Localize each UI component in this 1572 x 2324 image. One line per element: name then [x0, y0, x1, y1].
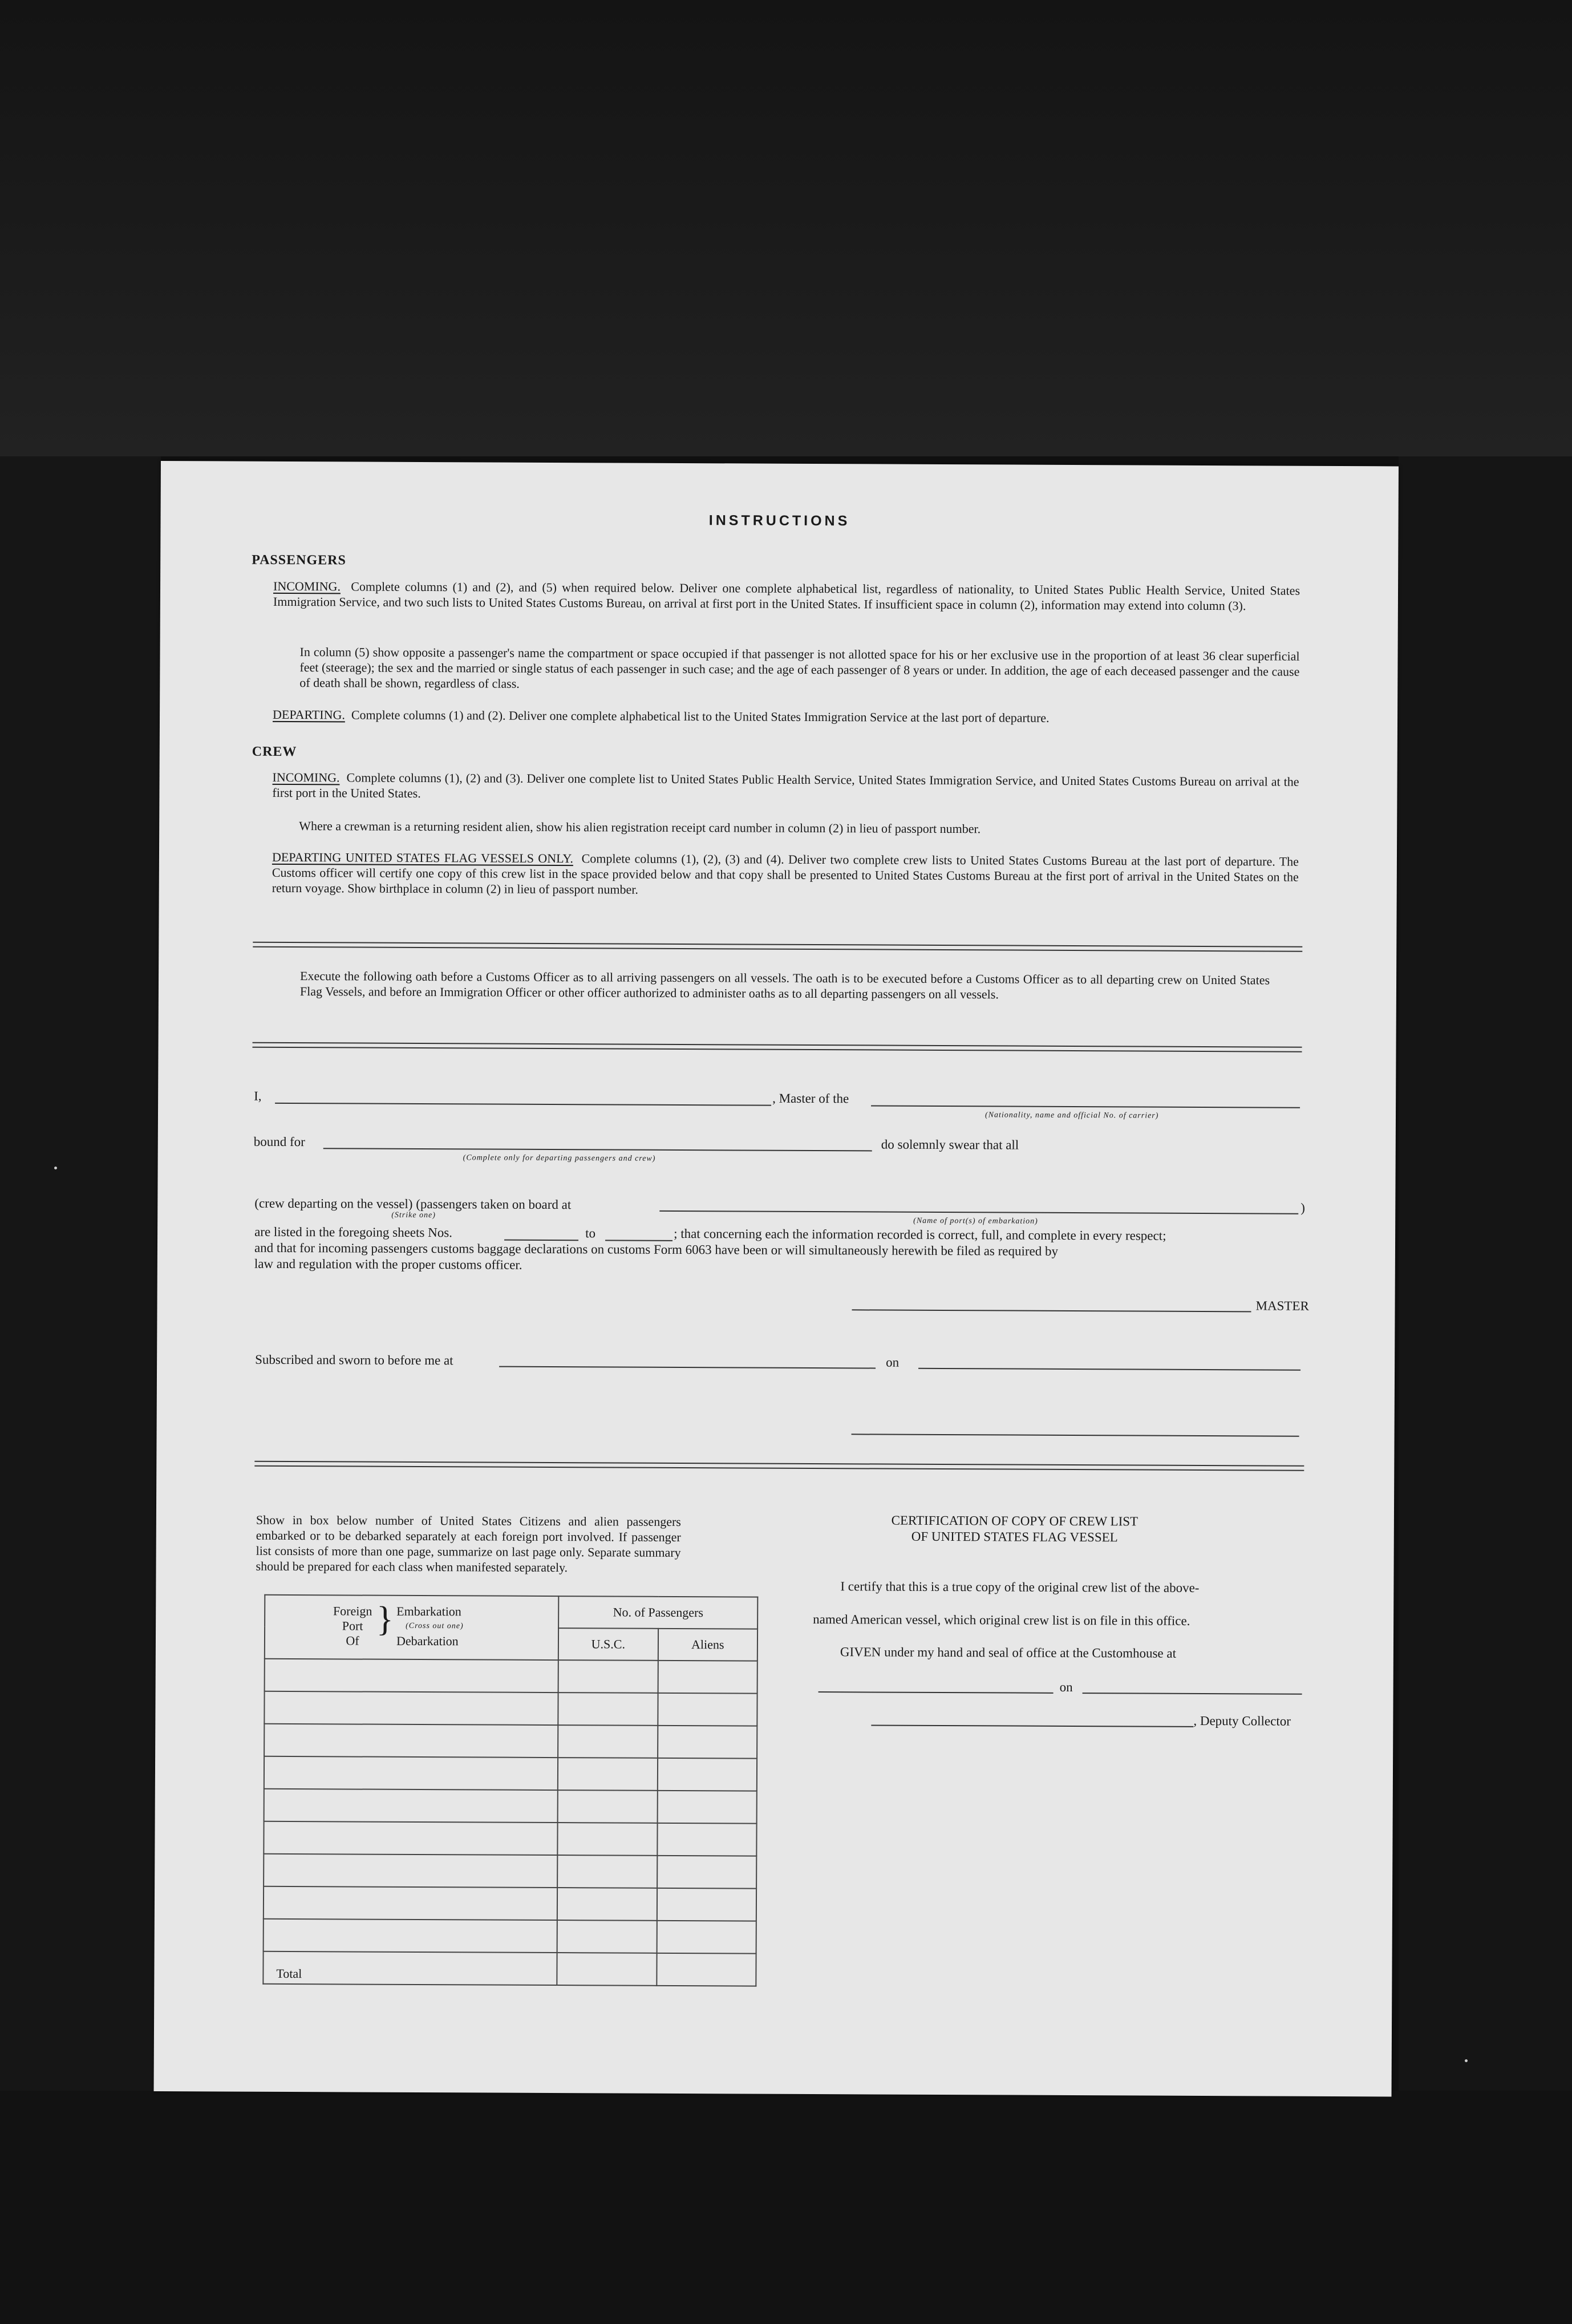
aliens-header: Aliens: [658, 1629, 757, 1661]
double-rule: [254, 1461, 1304, 1471]
table-row[interactable]: [264, 1919, 557, 1953]
crew-departing-text: Complete columns (1), (2), (3) and (4). Deliver two complete crew lists to United States Customs Bureau at the last port of departure. The Customs officer will certify one copy of this crew list in the space provided below and that copy shall be presented to United States Customs Bureau at the first port of arrival in the United States on the return voyage. Show birthplace in column (2) in lieu of passport number.: [272, 851, 1299, 897]
dust-speck: [54, 1167, 57, 1169]
officer-signature-field[interactable]: [852, 1434, 1299, 1436]
certification-title: [829, 1512, 1200, 1546]
table-row[interactable]: [264, 1789, 558, 1823]
cert-given: GIVEN under my hand and seal of office at the Customhouse at: [840, 1645, 1177, 1661]
nationality-caption: (Nationality, name and official No. of carrier): [984, 1111, 1159, 1120]
bound-for-field[interactable]: [323, 1148, 872, 1151]
oath-listed-c: and that for incoming passengers customs baggage declarations on customs Form 6063 have been or will simultaneously herewith be filed as required by: [254, 1240, 1059, 1258]
deputy-signature-field[interactable]: [871, 1724, 1193, 1727]
dust-speck: [1465, 2059, 1468, 2062]
passengers-heading: PASSENGERS: [252, 552, 346, 568]
oath-listed-a: are listed in the foregoing sheets Nos.: [254, 1224, 453, 1240]
summary-paragraph: Show in box below number of United States Citizens and alien passengers embarked or to be debarked separately at each foreign port involved. If passenger list consists of more than one page, summarize on last page only. Separate summary should be prepared for each class when manifested separately.: [256, 1512, 681, 1575]
passengers-departing-text: Complete columns (1) and (2). Deliver one complete alphabetical list to the United States Immigration Service at the last port of departure.: [351, 707, 1050, 725]
subscribed-place-field[interactable]: [499, 1366, 876, 1369]
passengers-incoming-text: Complete columns (1) and (2), and (5) when required below. Deliver one complete alphabetical list, regardless of nationality, to United States Public Health Service, United States Immigration Service, and two such lists to United States Customs Bureau, on arrival at first port in the United States. If insufficient space in column (2), information may extend into column (3).: [273, 579, 1300, 613]
oath-bound-for: bound for: [253, 1134, 305, 1149]
table-row[interactable]: [264, 1854, 557, 1888]
total-aliens-cell[interactable]: [657, 1953, 756, 1986]
table-row[interactable]: [264, 1821, 557, 1855]
sheet-to-field[interactable]: [605, 1240, 672, 1241]
oath-i-label: I,: [254, 1088, 262, 1103]
subscribed-on-label: on: [886, 1355, 900, 1370]
passenger-summary-table: [262, 1594, 758, 1987]
subscribed-date-field[interactable]: [918, 1368, 1300, 1371]
scan-background-right: [1399, 456, 1572, 2111]
oath-master-of-the: , Master of the: [772, 1091, 849, 1106]
sheet-from-field[interactable]: [504, 1240, 578, 1241]
cert-date-field[interactable]: [1083, 1693, 1302, 1695]
table-row[interactable]: [265, 1659, 558, 1693]
bound-caption: (Complete only for departing passengers and crew): [463, 1153, 656, 1163]
table-row[interactable]: [264, 1756, 558, 1790]
passengers-departing-paragraph: [273, 707, 1299, 727]
crew-resident-paragraph: Where a crewman is a returning resident alien, show his alien registration receipt card number in column (2) in lieu of passport number.: [299, 819, 981, 836]
instructions-title: INSTRUCTIONS: [708, 512, 850, 529]
table-row[interactable]: [264, 1724, 558, 1758]
customhouse-field[interactable]: [819, 1691, 1054, 1694]
usc-header: U.S.C.: [558, 1628, 658, 1661]
cert-line1: I certify that this is a true copy of the original crew list of the above-: [840, 1579, 1200, 1595]
port-header-cell: [265, 1595, 559, 1660]
crew-incoming-paragraph: [272, 770, 1299, 805]
crew-departing-paragraph: [272, 849, 1299, 900]
port-embarkation-field[interactable]: [659, 1210, 1298, 1214]
subscribed-label: Subscribed and sworn to before me at: [255, 1352, 453, 1368]
crew-departing-label: DEPARTING UNITED STATES FLAG VESSELS ONLY.: [272, 849, 573, 866]
double-rule: [253, 942, 1302, 952]
document-page: [154, 461, 1399, 2096]
brace-icon: }: [376, 1600, 394, 1639]
crew-incoming-label: INCOMING.: [272, 770, 340, 785]
oath-listed-b: ; that concerning each the information recorded is correct, full, and complete in every respect;: [674, 1226, 1166, 1243]
table-row[interactable]: [264, 1691, 558, 1725]
crew-heading: CREW: [252, 744, 297, 760]
passengers-column5-paragraph: In column (5) show opposite a passenger's name the compartment or space occupied if that passenger is not allotted space for his or her exclusive use in the proportion of at least 36 clear superficial feet (steerage); the sex and the married or single status of each passenger in such case; and the age of each passenger of 8 years or under. In addition, the age of each deceased passenger and the cause of death shall be shown, regardless of class.: [299, 645, 1300, 691]
scan-background-left: [0, 456, 161, 2111]
port-caption: (Name of port(s) of embarkation): [913, 1216, 1038, 1226]
col-port: Port: [342, 1618, 363, 1633]
col-debarkation: Debarkation: [396, 1633, 459, 1649]
col-foreign: Foreign: [333, 1604, 372, 1618]
cert-title-line1: CERTIFICATION OF COPY OF CREW LIST: [891, 1513, 1139, 1529]
table-row[interactable]: [264, 1886, 557, 1920]
total-usc-cell[interactable]: [557, 1953, 657, 1986]
cert-title-line2: OF UNITED STATES FLAG VESSEL: [911, 1529, 1118, 1545]
oath-listed-d: law and regulation with the proper customs officer.: [254, 1256, 522, 1272]
passengers-incoming-label: INCOMING.: [273, 578, 341, 594]
crew-incoming-text: Complete columns (1), (2) and (3). Deliver one complete list to United States Public Health Service, United States Immigration Service, and United States Customs Bureau on arrival at the first port in the United States.: [272, 770, 1299, 800]
scan-background-top: [0, 0, 1572, 456]
oath-intro-paragraph: Execute the following oath before a Customs Officer as to all arriving passengers on all vessels. The oath is to be executed before a Customs Officer as to all departing crew on United States Flag Vessels, and before an Immigration Officer or other officer authorized to administer oaths as to all departing passengers on all vessels.: [299, 969, 1270, 1002]
master-name-field[interactable]: [275, 1103, 771, 1106]
oath-crew-passengers: (crew departing on the vessel) (passengers taken on board at: [254, 1196, 572, 1212]
passengers-incoming-paragraph: [273, 578, 1300, 614]
strike-one-caption: (Strike one): [391, 1210, 436, 1220]
master-signature-field[interactable]: [852, 1309, 1251, 1312]
oath-swear: do solemnly swear that all: [881, 1137, 1019, 1152]
oath-listed-to: to: [585, 1226, 596, 1241]
master-label: MASTER: [1255, 1298, 1309, 1313]
double-rule: [253, 1042, 1302, 1052]
no-passengers-header: No. of Passengers: [558, 1596, 757, 1629]
deputy-collector-label: , Deputy Collector: [1193, 1713, 1291, 1728]
total-label: Total: [263, 1951, 557, 1985]
col-embarkation: Embarkation: [396, 1604, 461, 1619]
cert-line2: named American vessel, which original crew list is on file in this office.: [813, 1612, 1190, 1628]
col-cross-out: (Cross out one): [406, 1621, 464, 1631]
close-paren: ): [1300, 1200, 1306, 1215]
carrier-field[interactable]: [871, 1105, 1300, 1108]
passengers-departing-label: DEPARTING.: [273, 707, 345, 722]
col-of: Of: [346, 1633, 359, 1648]
scan-background-bottom: [0, 2091, 1572, 2324]
cert-on-label: on: [1059, 1679, 1073, 1694]
